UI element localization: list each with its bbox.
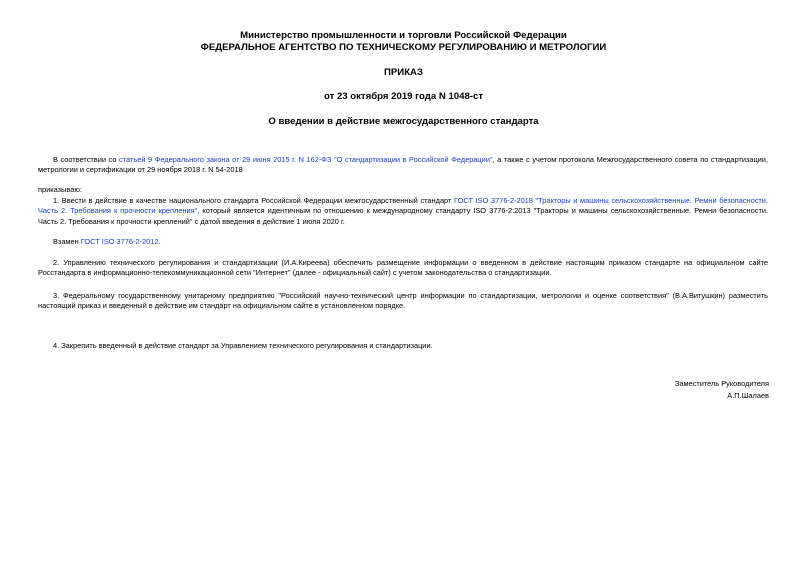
ministry-name: Министерство промышленности и торговли Российской Федерации bbox=[240, 30, 567, 41]
replaces-paragraph bbox=[38, 237, 768, 247]
item-1-text-2: , который является идентичным по отношению к международному стандарту ISO 3776-2:2013 "Тракторы и машины сельскохозяйственные. Ремни безопасности. Часть 2. Требования к прочности креплений" с датой введения в действие 1 июля 2020 г. bbox=[38, 206, 769, 226]
preamble-text-2: , а также с учетом протокола Межгосударственного совета по стандартизации, метрологии и сертификации от 29 ноября 2018 г. N 54-2018 bbox=[38, 155, 768, 175]
document-type: ПРИКАЗ bbox=[384, 67, 423, 78]
item-1-text-1: 1. Ввести в действие в качестве национального стандарта Российской Федерации межгосударственный стандарт bbox=[53, 196, 455, 205]
signatory-name: А.П.Шалаев bbox=[727, 391, 769, 400]
order-word: приказываю: bbox=[38, 185, 82, 194]
item-2-paragraph: 2. Управлению технического регулирования и стандартизации (И.А.Киреева) обеспечить размещение информации о введенном в действие настоящим приказом стандарте на официальном сайте Росстандарта в информационно-телекоммуникационной сети "Интернет" (далее - официальный сайт) с учетом законодательства о стандартизации. bbox=[38, 258, 768, 278]
signatory-position: Заместитель Руководителя bbox=[674, 379, 769, 388]
document-date-number: от 23 октября 2019 года N 1048-ст bbox=[323, 91, 484, 102]
item-1-paragraph bbox=[38, 196, 768, 227]
gost-2012-link[interactable]: ГОСТ ISO 3776-2-2012 bbox=[80, 237, 159, 246]
replaces-text-2: . bbox=[158, 237, 161, 246]
federal-law-link[interactable]: статьей 9 Федерального закона от 29 июня 2015 г. N 162-ФЗ "О стандартизации в Российской Федерации" bbox=[119, 155, 493, 164]
agency-name: ФЕДЕРАЛЬНОЕ АГЕНТСТВО ПО ТЕХНИЧЕСКОМУ РЕГУЛИРОВАНИЮ И МЕТРОЛОГИИ bbox=[200, 42, 607, 53]
preamble-text-1: В соответствии со bbox=[53, 155, 120, 164]
preamble-paragraph bbox=[38, 155, 768, 176]
document-title: О введении в действие межгосударственного стандарта bbox=[268, 116, 539, 127]
item-3-paragraph: 3. Федеральному государственному унитарному предприятию "Российский научно-технический центр информации по стандартизации, метрологии и оценке соответствия" (В.А.Витушкин) разместить настоящий приказ и введенный в действие им стандарт на официальном сайте в установленном порядке. bbox=[38, 291, 768, 311]
gost-2018-link[interactable]: ГОСТ ISO 3776-2-2018 "Тракторы и машины сельскохозяйственные. Ремни безопасности. Часть 2. Требования к прочности крепления" bbox=[38, 196, 768, 216]
item-4-paragraph: 4. Закрепить введенный в действие стандарт за Управлением технического регулирования и стандартизации. bbox=[53, 341, 433, 350]
replaces-text-1: Взамен bbox=[53, 237, 81, 246]
